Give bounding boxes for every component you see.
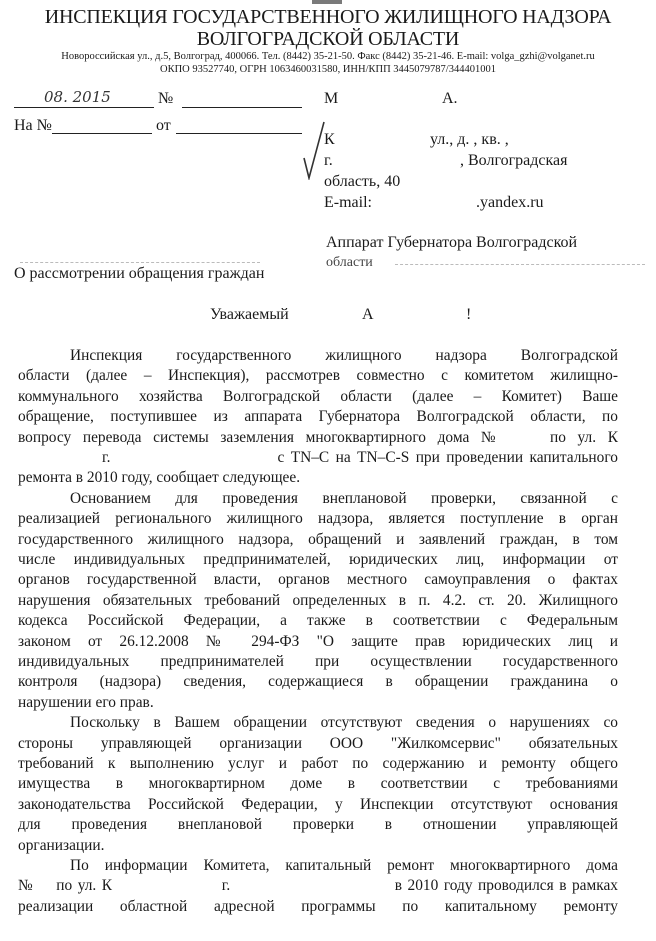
text-line: коммунального хозяйства Волгоградской области (далее – Комитет) Ваше [18, 387, 618, 405]
number-label: № [158, 90, 174, 107]
text-line: требований к выполнению услуг и работ по содержанию и ремонту общего [18, 754, 618, 772]
text-line: государственного жилищного надзора, обращений и заявлений граждан, в том [18, 530, 618, 548]
date-line [14, 107, 154, 108]
org-title-line2: ВОЛГОГРАДСКОЙ ОБЛАСТИ [196, 28, 460, 50]
text-line: имущества в многоквартирном доме в соответствии с требованиями [18, 775, 618, 793]
text-line: нарушения обязательных требований определенных в п. 4.2. ст. 20. Жилищного [18, 591, 618, 609]
org-title-line1: ИНСПЕКЦИЯ ГОСУДАРСТВЕННОГО ЖИЛИЩНОГО НАДЗОРА [44, 6, 612, 28]
addressee-email-domain: .yandex.ru [476, 194, 544, 211]
body-paragraph-3 [18, 713, 618, 856]
copy-to-line1: Аппарат Губернатора Волгоградской [326, 234, 578, 251]
check-mark-icon [300, 120, 326, 180]
ref-date-line [176, 133, 302, 134]
text-line: реализацией регионального жилищного надзора, является поступление в орган [18, 510, 618, 528]
text-line: Поскольку в Вашем обращении отсутствуют сведения о нарушениях со [70, 714, 618, 732]
text-line: органов государственной власти, органов местного самоуправления о фактах [18, 571, 618, 589]
body-paragraph-2 [18, 489, 618, 713]
text-line: Основанием для проведения внеплановой проверки, связанной с [70, 489, 618, 507]
text-line: стороны управляющей организации ООО "Жилкомсервис" обязательных [18, 734, 618, 752]
text-line: организации. [18, 836, 105, 854]
emblem-fragment [312, 0, 342, 4]
salutation-excl: ! [466, 306, 472, 323]
ref-number-line [52, 133, 152, 134]
org-contacts: Новороссийская ул., д.5, Волгоград, 400066. Тел. (8442) 35-21-50. Факс (8442) 35-21-46. E-mail: volga_gzhi@volganet.ru [61, 51, 595, 62]
salutation-word: Уважаемый [210, 306, 289, 323]
text-line: По информации Комитета, капитальный ремонт многоквартирного дома [70, 857, 618, 874]
body-paragraph-4 [18, 856, 618, 917]
scan-artifact [20, 262, 260, 263]
text-line: нарушении его прав. [18, 693, 154, 711]
addressee-region: , Волгоградская [460, 152, 568, 169]
text-line: реализации областной адресной программы по капитальному ремонту [18, 897, 618, 915]
text-line: № по ул. К г. в 2010 году проводился в рамках [18, 877, 618, 895]
salutation-initial: А [362, 306, 374, 323]
addressee-street-initial: К [324, 131, 335, 148]
body-paragraph-1 [18, 346, 618, 489]
text-line: г. с TN–C на TN–C-S при проведении капитального [102, 448, 618, 466]
addressee-city-prefix: г. [324, 152, 333, 169]
org-requisites: ОКПО 93527740, ОГРН 1063460031580, ИНН/КПП 3445079787/344401001 [160, 64, 496, 75]
text-line: контроля (надзора) сведения, содержащиеся в обращении гражданина о [18, 673, 618, 691]
text-line: вопросу перевода системы заземления многоквартирного дома № по ул. К [18, 428, 618, 446]
number-line [182, 107, 302, 108]
text-line: законом от 26.12.2008 № 294-ФЗ "О защите прав юридических лиц и [18, 632, 618, 650]
addressee-region-cont: область, 40 [324, 173, 401, 190]
ref-label: На № [14, 117, 52, 134]
addressee-name-initial: М [324, 90, 339, 107]
subject-line: О рассмотрении обращения граждан [14, 265, 265, 282]
scan-artifact [395, 264, 645, 265]
text-line: индивидуальных предпринимателей при осуществлении государственного [18, 652, 618, 670]
text-line: кодекса Российской Федерации, а также в соответствии с Федеральным [18, 612, 618, 630]
copy-to-line2: области [326, 255, 373, 270]
date-handwritten: 08. 2015 [44, 88, 111, 106]
text-line: обращение, поступившее из аппарата Губернатора Волгоградской области, по [18, 408, 618, 426]
text-line: для проведения внеплановой проверки в отношении управляющей [18, 816, 618, 834]
text-line: области (далее – Инспекция), рассмотрев совместно с комитетом жилищно- [18, 367, 618, 385]
text-line: ремонта в 2010 году, сообщает следующее. [18, 469, 301, 487]
addressee-street-suffix: ул., д. , кв. , [430, 131, 509, 148]
addressee-email-label: E-mail: [324, 194, 372, 211]
addressee-name-suffix: А. [442, 90, 458, 107]
text-line: числе индивидуальных предпринимателей, юридических лиц, информации от [18, 550, 618, 568]
from-label: от [156, 117, 171, 134]
text-line: Инспекция государственного жилищного надзора Волгоградской [70, 347, 618, 364]
text-line: законодательства Российской Федерации, у Инспекции отсутствуют основания [18, 795, 618, 813]
